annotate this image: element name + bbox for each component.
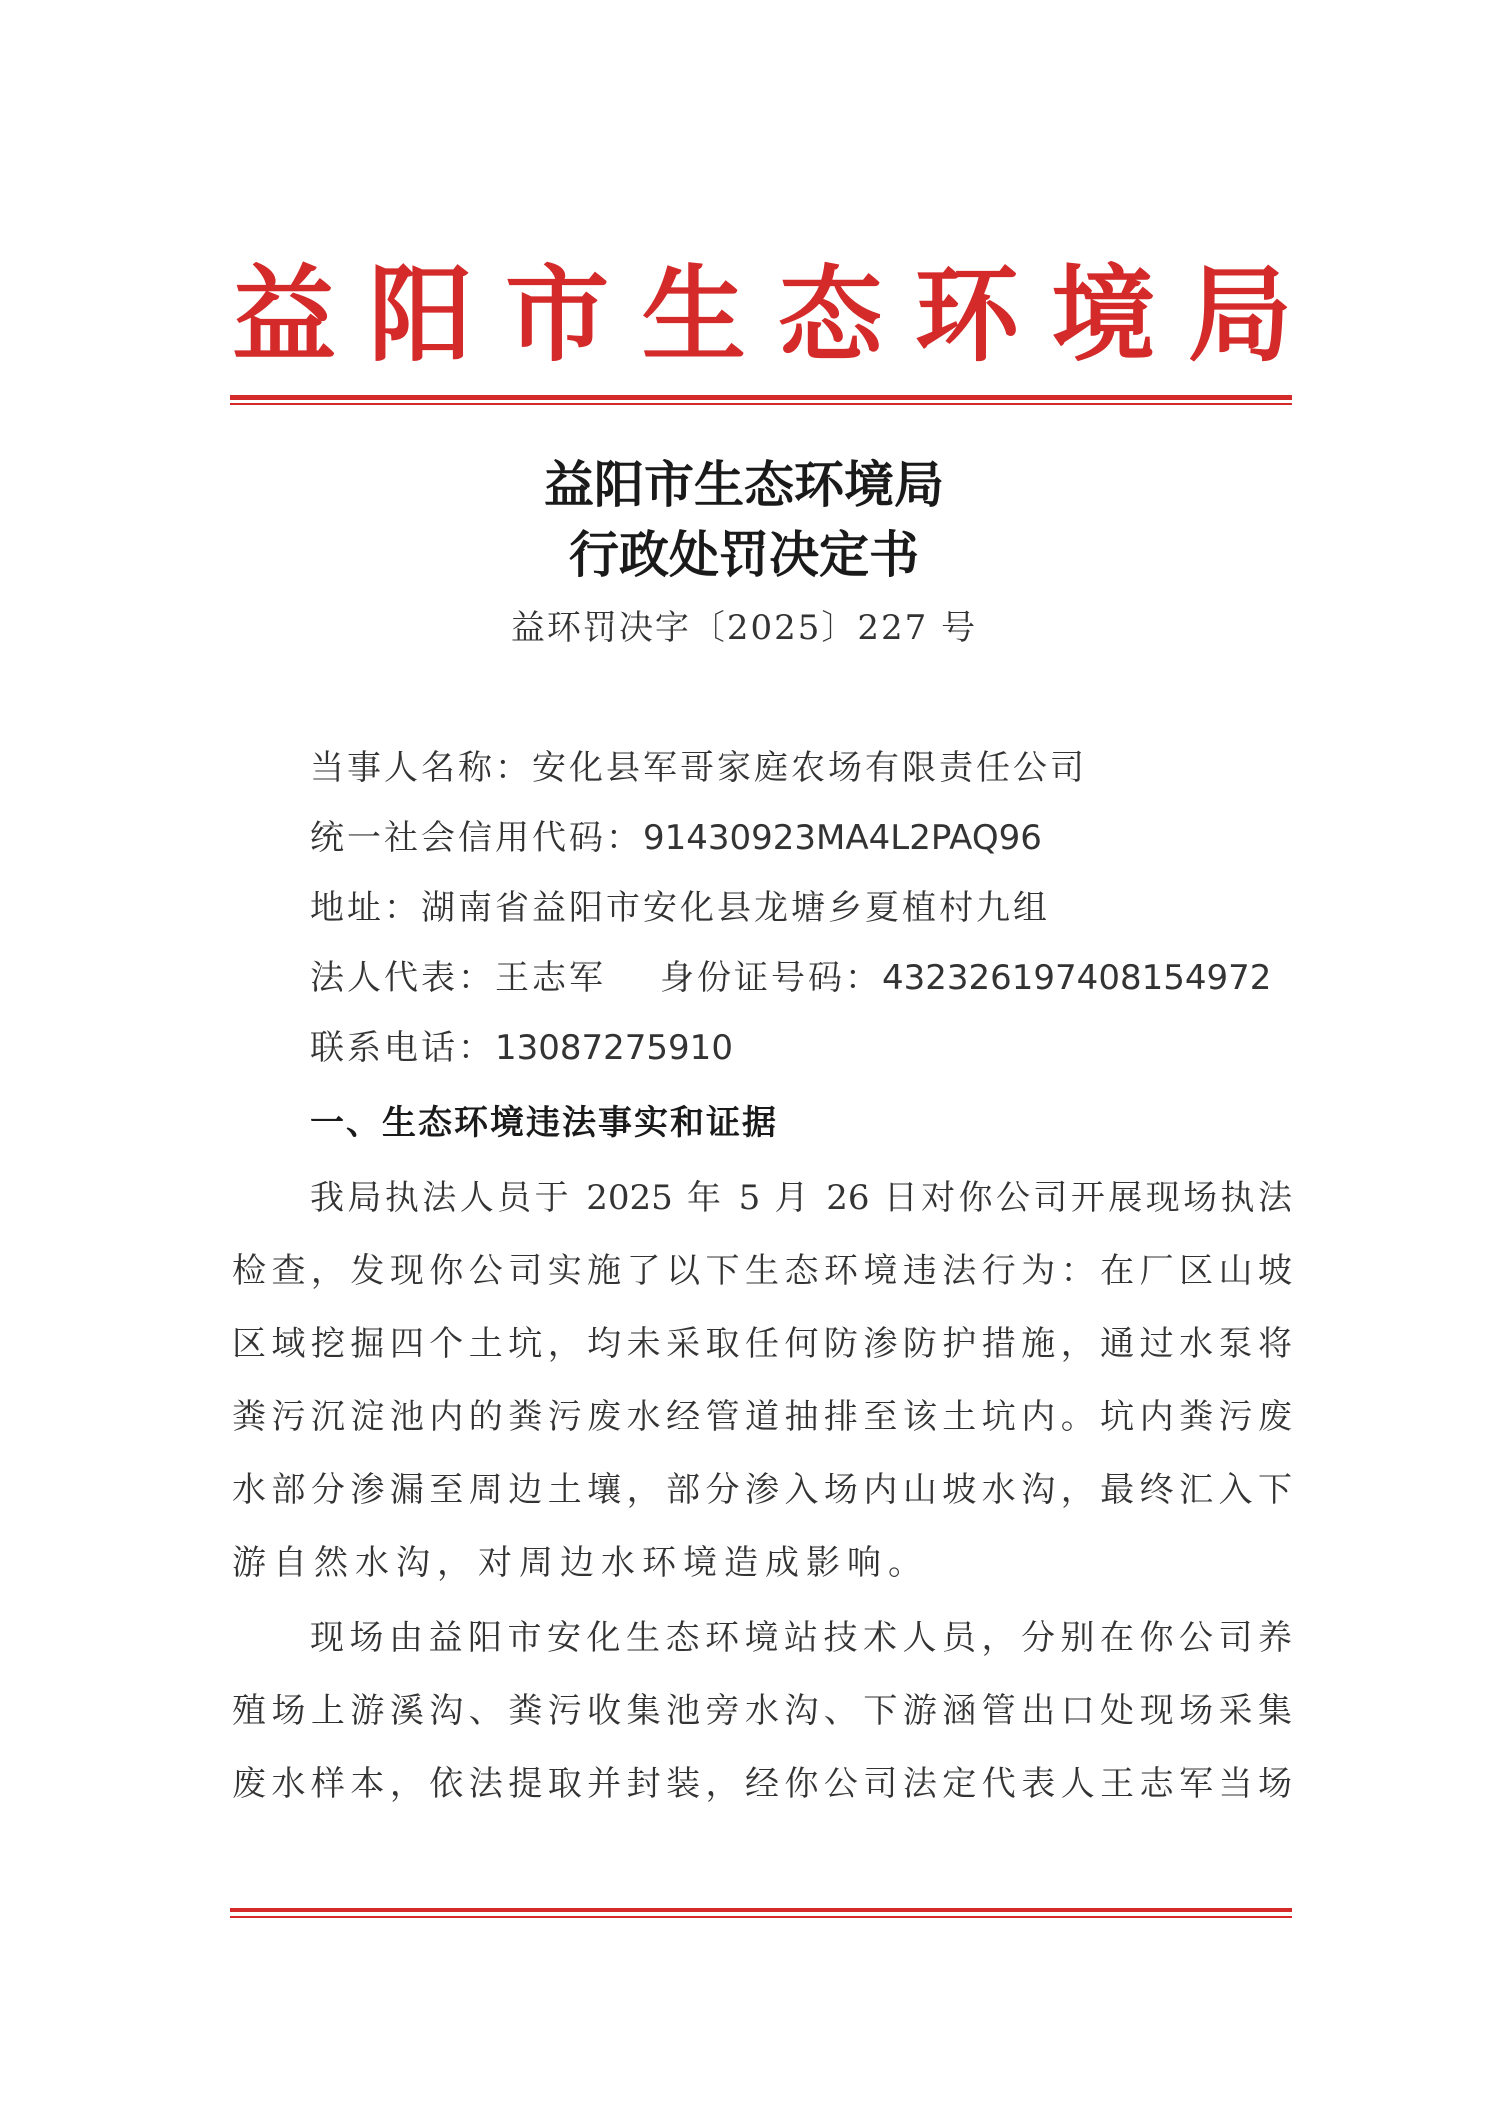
party-name-value: 安化县军哥家庭农场有限责任公司 [532,748,1087,788]
masthead [232,250,1292,380]
paragraph-line: 水部分渗漏至周边土壤，部分渗入场内山坡水沟，最终汇入下 [232,1470,1292,1510]
footer-red-rule [230,1908,1292,1912]
legal-rep-value: 王志军 [495,958,606,998]
id-number-value: 432326197408154972 [882,958,1272,998]
paragraph-line: 粪污沉淀池内的粪污废水经管道抽排至该土坑内。坑内粪污废 [232,1397,1292,1437]
id-number-label: 身份证号码： [660,958,882,998]
document-title-line2: 行政处罚决定书 [569,525,919,584]
masthead-char: 阳 [368,253,473,376]
phone-label: 联系电话： [310,1028,495,1068]
paragraph-line: 区域挖掘四个土坑，均未采取任何防渗防护措施，通过水泵将 [232,1324,1292,1364]
masthead-red-rule-thin [230,403,1292,405]
footer-red-rule-thin [230,1916,1292,1918]
legal-rep-line [310,950,1271,999]
address-line [310,880,1050,929]
address-value: 湖南省益阳市安化县龙塘乡夏植村九组 [421,888,1050,928]
legal-rep-label: 法人代表： [310,958,495,998]
masthead-char: 局 [1187,253,1292,376]
phone-line [310,1020,733,1069]
credit-code-line [310,810,1042,859]
document-number: 益环罚决字〔2025〕227 号 [510,608,978,648]
masthead-char: 生 [641,253,746,376]
masthead-char: 益 [232,253,337,376]
masthead-char: 态 [778,253,883,376]
party-name-line [310,740,1087,789]
masthead-char: 市 [505,253,610,376]
party-name-label: 当事人名称： [310,748,532,788]
address-label: 地址： [310,888,421,928]
paragraph-line: 我局执法人员于 2025 年 5 月 26 日对你公司开展现场执法 [310,1178,1292,1218]
paragraph-line: 游自然水沟，对周边水环境造成影响。 [232,1543,929,1583]
phone-value: 13087275910 [495,1028,733,1068]
credit-code-label: 统一社会信用代码： [310,818,643,858]
masthead-red-rule [230,395,1292,400]
paragraph-line: 现场由益阳市安化生态环境站技术人员，分别在你公司养 [310,1618,1292,1658]
credit-code-value: 91430923MA4L2PAQ96 [643,818,1042,858]
section-heading: 一、生态环境违法事实和证据 [310,1103,778,1143]
masthead-char: 境 [1051,253,1156,376]
paragraph-line: 废水样本，依法提取并封装，经你公司法定代表人王志军当场 [232,1764,1292,1804]
paragraph-line: 检查，发现你公司实施了以下生态环境违法行为：在厂区山坡 [232,1251,1292,1291]
masthead-char: 环 [914,253,1019,376]
document-title-line1: 益阳市生态环境局 [544,455,944,514]
paragraph-line: 殖场上游溪沟、粪污收集池旁水沟、下游涵管出口处现场采集 [232,1691,1292,1731]
